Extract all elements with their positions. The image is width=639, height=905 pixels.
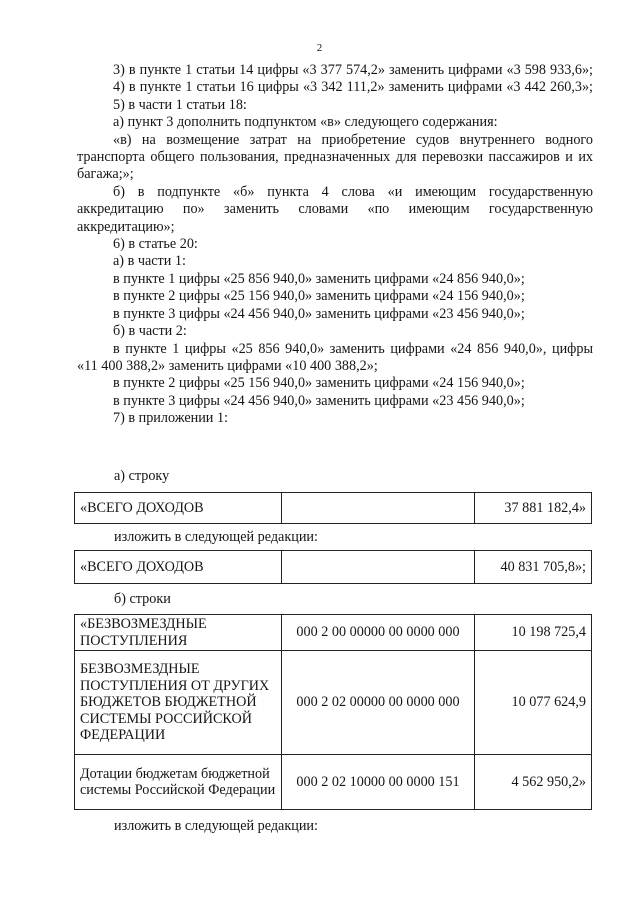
paragraph-item-4: 4) в пункте 1 статьи 16 цифры «3 342 111,2» заменить цифрами «3 442 260,3»; <box>113 79 593 96</box>
row-name: «ВСЕГО ДОХОДОВ <box>75 493 282 524</box>
row-value: 40 831 705,8»; <box>475 551 592 584</box>
row-value: 10 198 725,4 <box>475 615 592 651</box>
row-name: «БЕЗВОЗМЕЗДНЫЕ ПОСТУПЛЕНИЯ <box>75 615 282 651</box>
paragraph-item-5: 5) в части 1 статьи 18: <box>113 96 247 113</box>
row-value: 10 077 624,9 <box>475 651 592 755</box>
paragraph-item-6a-1: в пункте 1 цифры «25 856 940,0» заменить цифрами «24 856 940,0»; <box>113 270 525 287</box>
row-name: «ВСЕГО ДОХОДОВ <box>75 551 282 584</box>
amendment-text <box>77 62 593 428</box>
label-edit-1: изложить в следующей редакции: <box>114 529 318 545</box>
row-value: 37 881 182,4» <box>475 493 592 524</box>
paragraph-item-6b: б) в части 2: <box>113 323 187 340</box>
paragraph-item-6a-2: в пункте 2 цифры «25 156 940,0» заменить цифрами «24 156 940,0»; <box>113 288 525 305</box>
paragraph-item-3: 3) в пункте 1 статьи 14 цифры «3 377 574,2» заменить цифрами «3 598 933,6»; <box>113 62 593 78</box>
paragraph-item-5a-text: «в) на возмещение затрат на приобретение судов внутреннего водного транспорта общего пользования, предназначенных для перевозки пассажиров и их багажа;»; <box>77 131 593 183</box>
paragraph-item-6b-2: в пункте 2 цифры «25 156 940,0» заменить цифрами «24 156 940,0»; <box>113 375 525 392</box>
paragraph-item-7: 7) в приложении 1: <box>113 410 228 427</box>
label-edit-2: изложить в следующей редакции: <box>114 818 318 834</box>
row-name: БЕЗВОЗМЕЗДНЫЕ ПОСТУПЛЕНИЯ ОТ ДРУГИХ БЮДЖЕТОВ БЮДЖЕТНОЙ СИСТЕМЫ РОССИЙСКОЙ ФЕДЕРАЦИИ <box>75 651 282 755</box>
paragraph-item-6: 6) в статье 20: <box>113 236 198 253</box>
paragraph-item-5b: б) в подпункте «б» пункта 4 слова «и имеющим государственную аккредитацию по» заменить словами «по имеющим государственную аккредитацию»; <box>77 183 593 235</box>
table-row <box>75 651 592 755</box>
table-row <box>75 493 592 524</box>
row-code: 000 2 02 10000 00 0000 151 <box>282 755 475 810</box>
row-code <box>282 493 475 524</box>
row-code: 000 2 00 00000 00 0000 000 <box>282 615 475 651</box>
row-name: Дотации бюджетам бюджетной системы Российской Федерации <box>75 755 282 810</box>
page-number: 2 <box>316 42 323 54</box>
label-rows-b: б) строки <box>114 591 171 607</box>
paragraph-item-6a: а) в части 1: <box>113 253 186 270</box>
table-row <box>75 755 592 810</box>
table-row <box>75 615 592 651</box>
row-code <box>282 551 475 584</box>
row-code: 000 2 02 00000 00 0000 000 <box>282 651 475 755</box>
table-total-old <box>74 492 592 524</box>
row-value: 4 562 950,2» <box>475 755 592 810</box>
paragraph-item-6b-1: в пункте 1 цифры «25 856 940,0» заменить цифрами «24 856 940,0», цифры «11 400 388,2» заменить цифрами «10 400 388,2»; <box>77 340 593 374</box>
paragraph-item-6b-3: в пункте 3 цифры «24 456 940,0» заменить цифрами «23 456 940,0»; <box>113 392 525 409</box>
paragraph-item-5a: а) пункт 3 дополнить подпунктом «в» следующего содержания: <box>113 114 498 131</box>
label-row-a: а) строку <box>114 468 170 484</box>
paragraph-item-6a-3: в пункте 3 цифры «24 456 940,0» заменить цифрами «23 456 940,0»; <box>113 305 525 322</box>
table-row <box>75 551 592 584</box>
table-total-new <box>74 550 592 584</box>
table-grants-old <box>74 614 592 810</box>
